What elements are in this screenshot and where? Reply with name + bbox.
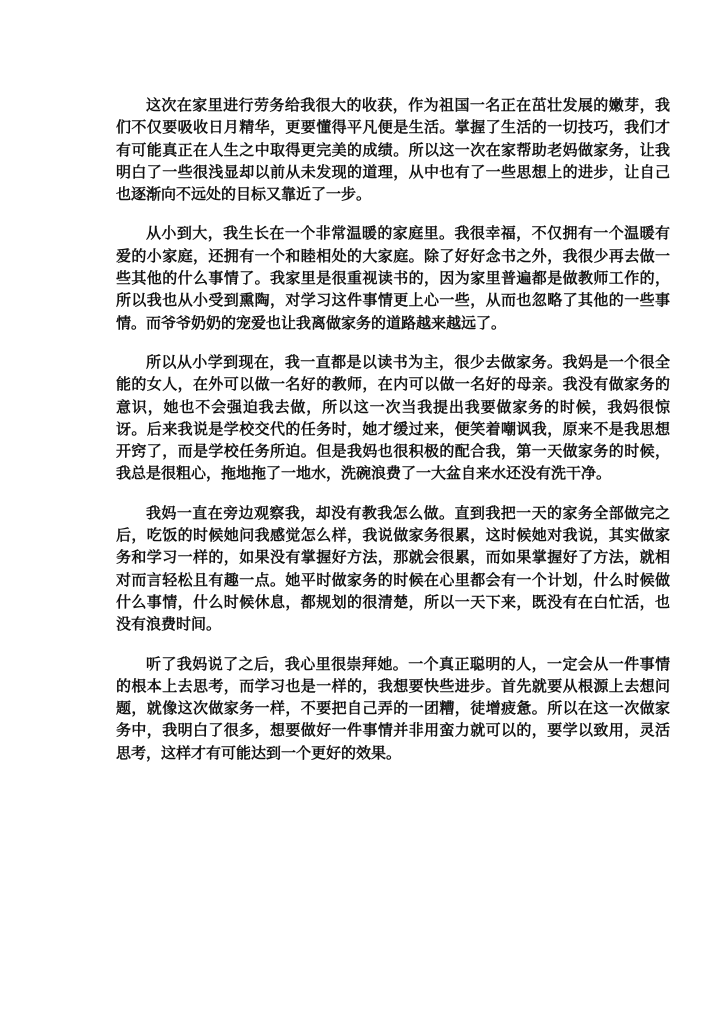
paragraph-1: 这次在家里进行劳务给我很大的收获，作为祖国一名正在茁壮发展的嫩芽，我们不仅要吸收日月精华，更要懂得平凡便是生活。掌握了生活的一切技巧，我们才有可能真正在人生之中取得更完美的成绩。所以这一次在家帮助老妈做家务，让我明白了一些很浅显却以前从未发现的道理，从中也有了一些思想上的进步，让自己也逐渐向不远处的目标又靠近了一步。 — [116, 96, 670, 204]
paragraph-5: 听了我妈说了之后，我心里很崇拜她。一个真正聪明的人，一定会从一件事情的根本上去思考，而学习也是一样的，我想要快些进步。首先就要从根源上去想问题，就像这次做家务一样，不要把自己弄的一团糟，徒增疲惫。所以在这一次做家务中，我明白了很多，想要做好一件事情并非用蛮力就可以的，要学以致用，灵活思考，这样才有可能达到一个更好的效果。 — [116, 654, 670, 762]
paragraph-2: 从小到大，我生长在一个非常温暖的家庭里。我很幸福，不仅拥有一个温暖有爱的小家庭，还拥有一个和睦相处的大家庭。除了好好念书之外，我很少再去做一些其他的什么事情了。我家里是很重视读书的，因为家里普遍都是做教师工作的，所以我也从小受到熏陶，对学习这件事情更上心一些，从而也忽略了其他的一些事情。而爷爷奶奶的宠爱也让我离做家务的道路越来越远了。 — [116, 224, 670, 332]
article-body — [116, 94, 670, 781]
paragraph-3: 所以从小学到现在，我一直都是以读书为主，很少去做家务。我妈是一个很全能的女人，在外可以做一名好的教师，在内可以做一名好的母亲。我没有做家务的意识，她也不会强迫我去做，所以这一次当我提出我要做家务的时候，我妈很惊讶。后来我说是学校交代的任务时，她才缓过来，便笑着嘲讽我，原来不是我思想开窍了，而是学校任务所迫。但是我妈也很积极的配合我，第一天做家务的时候，我总是很粗心，拖地拖了一地水，洗碗浪费了一大盆自来水还没有洗干净。 — [116, 352, 670, 483]
paragraph-4: 我妈一直在旁边观察我，却没有教我怎么做。直到我把一天的家务全部做完之后，吃饭的时候她问我感觉怎么样，我说做家务很累，这时候她对我说，其实做家务和学习一样的，如果没有掌握好方法，那就会很累，而如果掌握好了方法，就相对而言轻松且有趣一点。她平时做家务的时候在心里都会有一个计划，什么时候做什么事情，什么时候休息，都规划的很清楚，所以一天下来，既没有在白忙活，也没有浪费时间。 — [116, 503, 670, 634]
